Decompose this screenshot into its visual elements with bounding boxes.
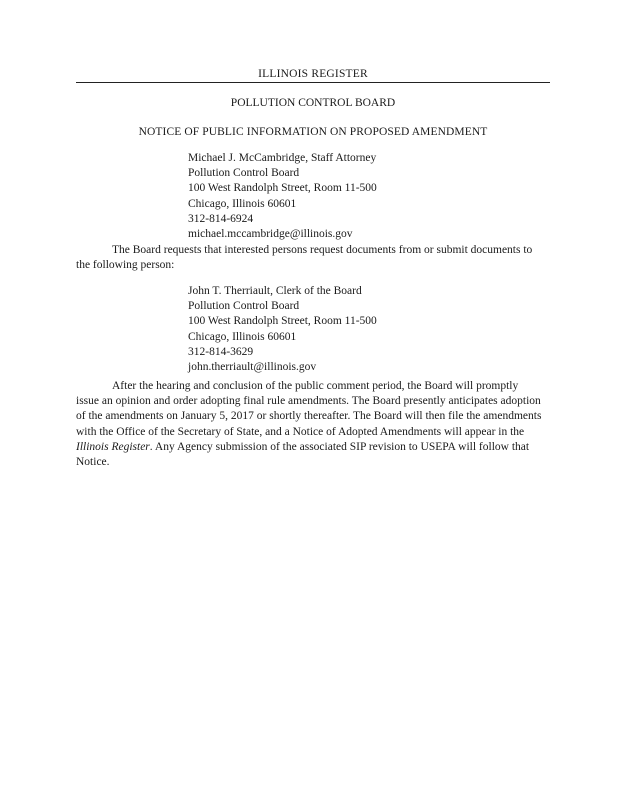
contact-block-primary — [188, 151, 377, 242]
contact-organization: Pollution Control Board — [188, 167, 300, 180]
contact-phone: 312-814-6924 — [188, 212, 254, 225]
contact-phone: 312-814-3629 — [188, 345, 254, 358]
contact-email: john.therriault@illinois.gov — [188, 361, 317, 374]
contact-city: Chicago, Illinois 60601 — [188, 330, 297, 343]
contact-email: michael.mccambridge@illinois.gov — [188, 228, 353, 241]
closing-paragraph — [76, 379, 544, 470]
register-italic-title: Illinois Register — [76, 440, 150, 453]
contact-name: John T. Therriault, Clerk of the Board — [188, 285, 362, 297]
register-header: ILLINOIS REGISTER — [76, 67, 550, 83]
contact-street: 100 West Randolph Street, Room 11-500 — [188, 182, 377, 195]
notice-title: NOTICE OF PUBLIC INFORMATION ON PROPOSED AMENDMENT — [138, 126, 488, 138]
agency-name: POLLUTION CONTROL BOARD — [230, 97, 396, 109]
contact-block-clerk — [188, 284, 377, 375]
contact-city: Chicago, Illinois 60601 — [188, 197, 297, 210]
contact-street: 100 West Randolph Street, Room 11-500 — [188, 315, 377, 328]
closing-text-part1: After the hearing and conclusion of the public comment period, the Board will promptly issue an opinion and order adopting final rule amendments. The Board presently anticipates adoption of the amendments on January 5, 2017 or shortly thereafter. The Board will then file the amendments with the Office of the Secretary of State, and a Notice of Adopted Amendments will appear in the — [76, 380, 542, 438]
contact-organization: Pollution Control Board — [188, 300, 300, 313]
request-text: The Board requests that interested persons request documents from or submit documents to the following person: — [76, 244, 533, 272]
request-paragraph — [76, 243, 544, 273]
contact-name: Michael J. McCambridge, Staff Attorney — [188, 152, 377, 164]
closing-text-part2: . Any Agency submission of the associated SIP revision to USEPA will follow that Notice. — [76, 440, 530, 469]
